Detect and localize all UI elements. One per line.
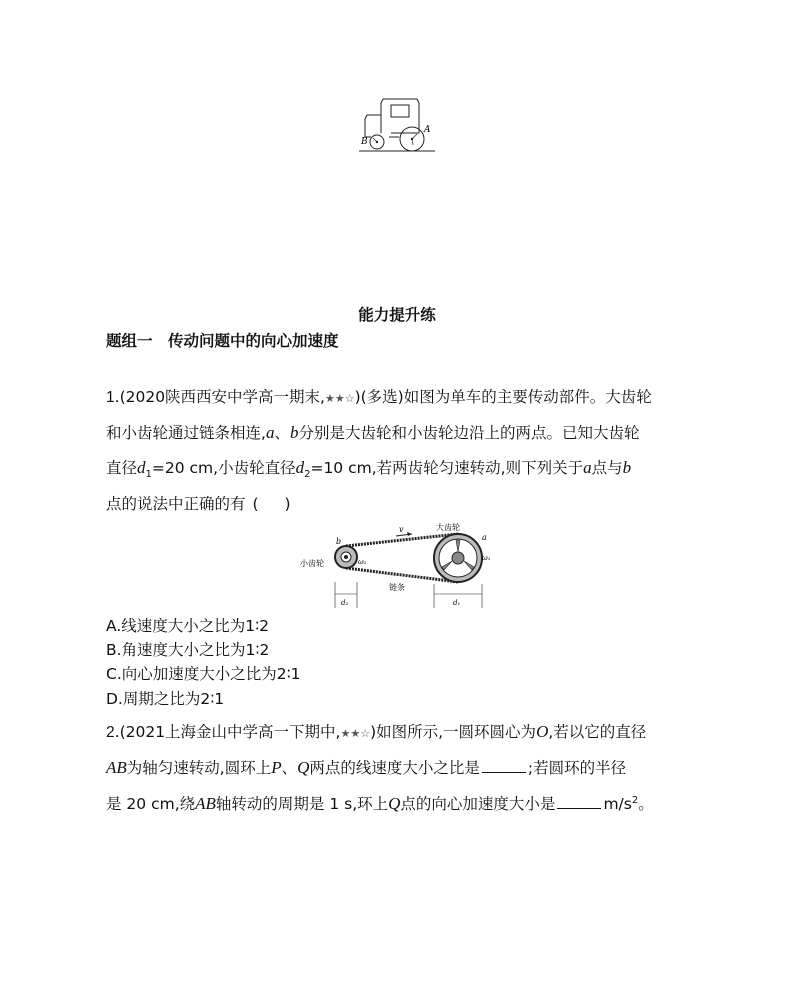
var-d2: d [295,458,305,477]
var-q: Q [297,758,310,777]
q2-text: )如图所示,一圆环圆心为 [370,723,537,741]
fig-omega2: ω₂ [358,558,367,566]
difficulty-stars-icon: ★★☆ [324,392,355,405]
q2-text: 点的向心加速度大小是 [400,795,556,813]
q2-text: 轴转动的周期是 1 s,环上 [215,795,389,813]
option-b[interactable]: B.角速度大小之比为1∶2 [106,641,270,659]
var-ab: AB [195,794,216,813]
var-q: Q [388,794,401,813]
period: 。 [638,795,654,813]
q2-line-3 [106,792,654,814]
q2-line-1: 2.(2021上海金山中学高一下期中,★★☆)如图所示,一圆环圆心为O,若以它的直径 [106,722,647,741]
fig-b: b [336,537,342,546]
fig-omega1: ω₁ [482,554,491,562]
big-gear-label: 大齿轮 [436,523,460,532]
var-a: a [583,458,592,477]
q1-line-1: 1.(2020陕西西安中学高一期末,★★☆)(多选)如图为单车的主要传动部件。大齿轮 [106,388,652,406]
q2-text: 为轴匀速转动,圆环上 [126,759,272,777]
var-d1: d [137,458,146,477]
option-a[interactable]: A.线速度大小之比为1∶2 [106,617,270,635]
label-b: B [361,137,368,147]
q1-text: 直径 [106,459,138,477]
label-a: A [424,125,431,135]
q1-line-4 [106,492,298,514]
difficulty-stars-icon: ★★☆ [340,727,371,740]
q2-text: ;若圆环的半径 [527,759,627,777]
unit: m/s [603,795,632,813]
q1-line-2 [106,421,639,443]
var-a: a [265,423,275,442]
sub-1: 1 [145,469,152,481]
q1-number: 1 [106,389,115,406]
q2-source: (2021上海金山中学高一下期中, [119,723,341,741]
bike-drive-figure [300,522,500,610]
q2-line-2 [106,756,626,778]
answer-blank-2[interactable] [557,794,601,809]
paren-right: ) [284,495,291,513]
chain-label: 链条 [389,583,405,592]
option-d[interactable]: D.周期之比为2∶1 [106,690,225,708]
q2-text: 是 20 cm,绕 [106,795,196,813]
answer-paren[interactable] [246,495,298,513]
fig-d2: d₂ [341,599,349,607]
q2-text: 两点的线速度大小之比是 [309,759,480,777]
q2-text: ,若以它的直径 [548,723,647,741]
small-gear-label: 小齿轮 [300,559,324,568]
q1-text: =10 cm,若两齿轮匀速转动,则下列关于 [310,459,584,477]
var-b: b [289,423,299,442]
group-title: 题组一 传动问题中的向心加速度 [106,332,339,350]
q2-number: 2 [106,724,115,741]
option-c[interactable]: C.向心加速度大小之比为2∶1 [106,665,301,683]
q1-line-3 [106,456,631,480]
section-title: 能力提升练 [358,306,436,324]
fig-a: a [482,533,487,542]
q1-text: 点与 [591,459,623,477]
tractor-figure [355,93,445,163]
var-ab: AB [106,758,127,777]
separator: 、 [274,424,290,442]
answer-blank-1[interactable] [482,758,526,773]
fig-v: v [399,525,404,534]
sub-2: 2 [304,469,311,481]
fig-d1: d₁ [453,599,461,607]
q1-text: 和小齿轮通过链条相连, [106,424,266,442]
q1-text: =20 cm,小齿轮直径 [151,459,296,477]
var-b: b [622,458,632,477]
unit-sup: 2 [631,794,639,806]
q1-stem: 如图为单车的主要传动部件。大齿轮 [403,388,652,406]
q1-text: 分别是大齿轮和小齿轮边沿上的两点。已知大齿轮 [298,424,640,442]
q1-text: 点的说法中正确的有 [106,495,246,513]
paren-left: ( [252,495,259,513]
separator: 、 [281,759,298,777]
q1-source: (2020陕西西安中学高一期末, [119,388,325,406]
q1-type: )(多选) [354,388,404,406]
var-p: P [271,758,282,777]
var-o: O [536,722,549,741]
